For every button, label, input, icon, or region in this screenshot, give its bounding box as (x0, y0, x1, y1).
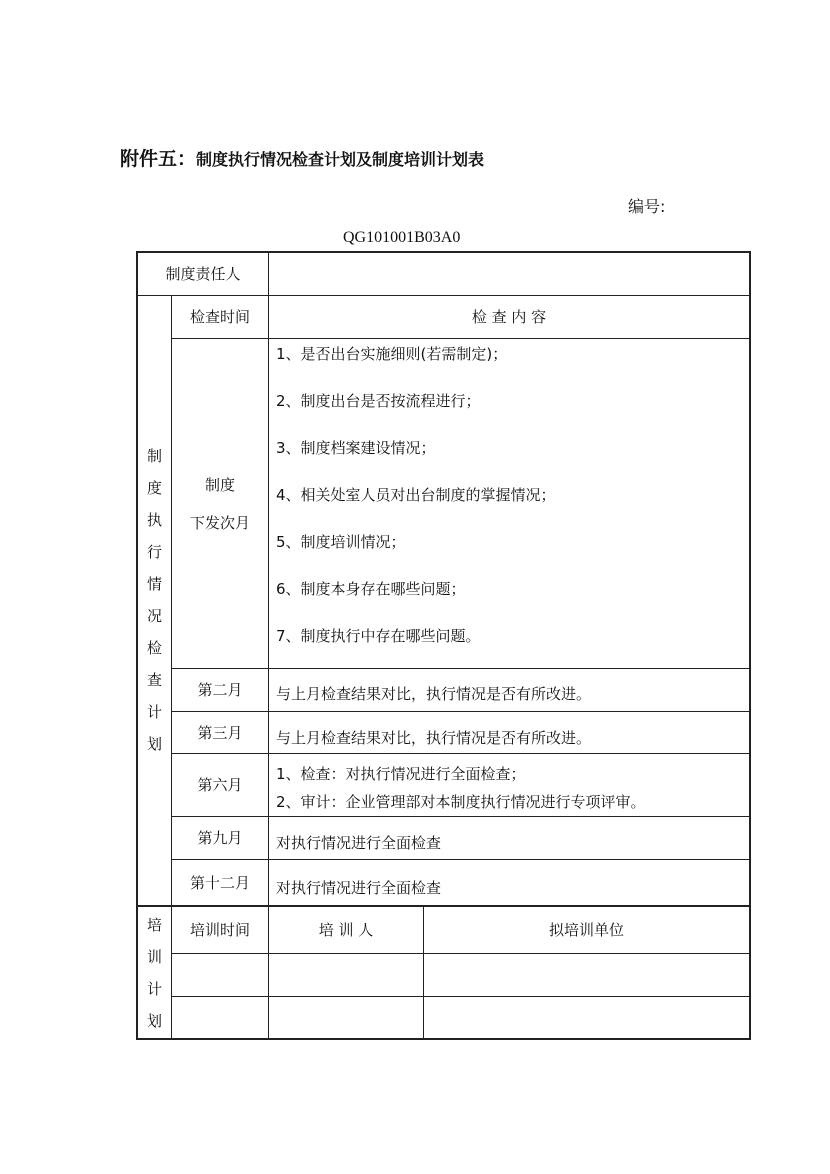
list-item: 1、是否出台实施细则(若需制定)； (276, 345, 508, 363)
title-lead: 附件五： (120, 148, 197, 170)
row-content-line2: 2、审计：企业管理部对本制度执行情况进行专项评审。 (276, 793, 646, 811)
title-rest: 制度执行情况检查计划及制度培训计划表 (196, 150, 485, 169)
row-content: 与上月检查结果对比，执行情况是否有所改进。 (276, 685, 592, 703)
training-label-char: 计 (146, 979, 162, 998)
first-time-line1: 制度 (204, 475, 235, 494)
row-time: 第三月 (197, 723, 243, 742)
border-row9 (171, 953, 751, 954)
row-content: 与上月检查结果对比，执行情况是否有所改进。 (276, 729, 592, 747)
trainer-header: 培 训 人 (318, 921, 374, 939)
document-code: QG101001B03A0 (343, 229, 461, 246)
list-item: 4、相关处室人员对出台制度的掌握情况； (276, 486, 556, 504)
row-time: 第十二月 (189, 873, 250, 892)
list-item: 5、制度培训情况； (276, 533, 406, 551)
list-item: 3、制度档案建设情况； (276, 439, 436, 457)
check-label-char: 行 (146, 543, 162, 561)
row-content: 对执行情况进行全面检查 (276, 879, 442, 897)
first-check-time (172, 339, 268, 668)
check-label-char: 情 (146, 575, 162, 593)
check-label-char: 划 (146, 735, 162, 753)
check-section-label (138, 295, 171, 905)
check-content-header: 检 查 内 容 (471, 308, 547, 326)
check-label-char: 计 (146, 703, 162, 721)
training-label-char: 划 (146, 1011, 162, 1030)
unit-header: 拟培训单位 (548, 921, 624, 939)
border-bottom (136, 1038, 751, 1040)
border-row10 (171, 996, 751, 997)
first-check-items (276, 343, 746, 672)
border-right (749, 251, 751, 1040)
check-label-char: 检 (146, 639, 162, 657)
page-title (120, 144, 484, 171)
row-time: 第六月 (197, 776, 243, 794)
row-content-line1: 1、检查：对执行情况进行全面检查； (276, 765, 526, 783)
number-label: 编号: (628, 197, 666, 216)
check-label-char: 度 (146, 479, 162, 497)
row-time: 第二月 (197, 681, 243, 699)
check-label-char: 查 (146, 671, 162, 689)
list-item: 2、制度出台是否按流程进行； (276, 392, 481, 410)
check-label-char: 况 (146, 607, 162, 625)
responsible-label: 制度责任人 (165, 265, 241, 283)
training-time-header: 培训时间 (189, 921, 250, 939)
training-label-char: 训 (146, 947, 162, 966)
row-content: 对执行情况进行全面检查 (276, 834, 442, 852)
list-item: 6、制度本身存在哪些问题； (276, 580, 466, 598)
check-time-header: 检查时间 (189, 308, 250, 326)
check-label-char: 执 (146, 511, 162, 529)
plan-table (136, 251, 751, 1040)
list-item: 7、制度执行中存在哪些问题。 (276, 627, 481, 645)
training-section-label (138, 907, 171, 1038)
first-time-line2: 下发次月 (189, 513, 250, 532)
training-label-char: 培 (146, 915, 162, 934)
row-time: 第九月 (197, 829, 243, 847)
check-label-char: 制 (146, 447, 162, 465)
